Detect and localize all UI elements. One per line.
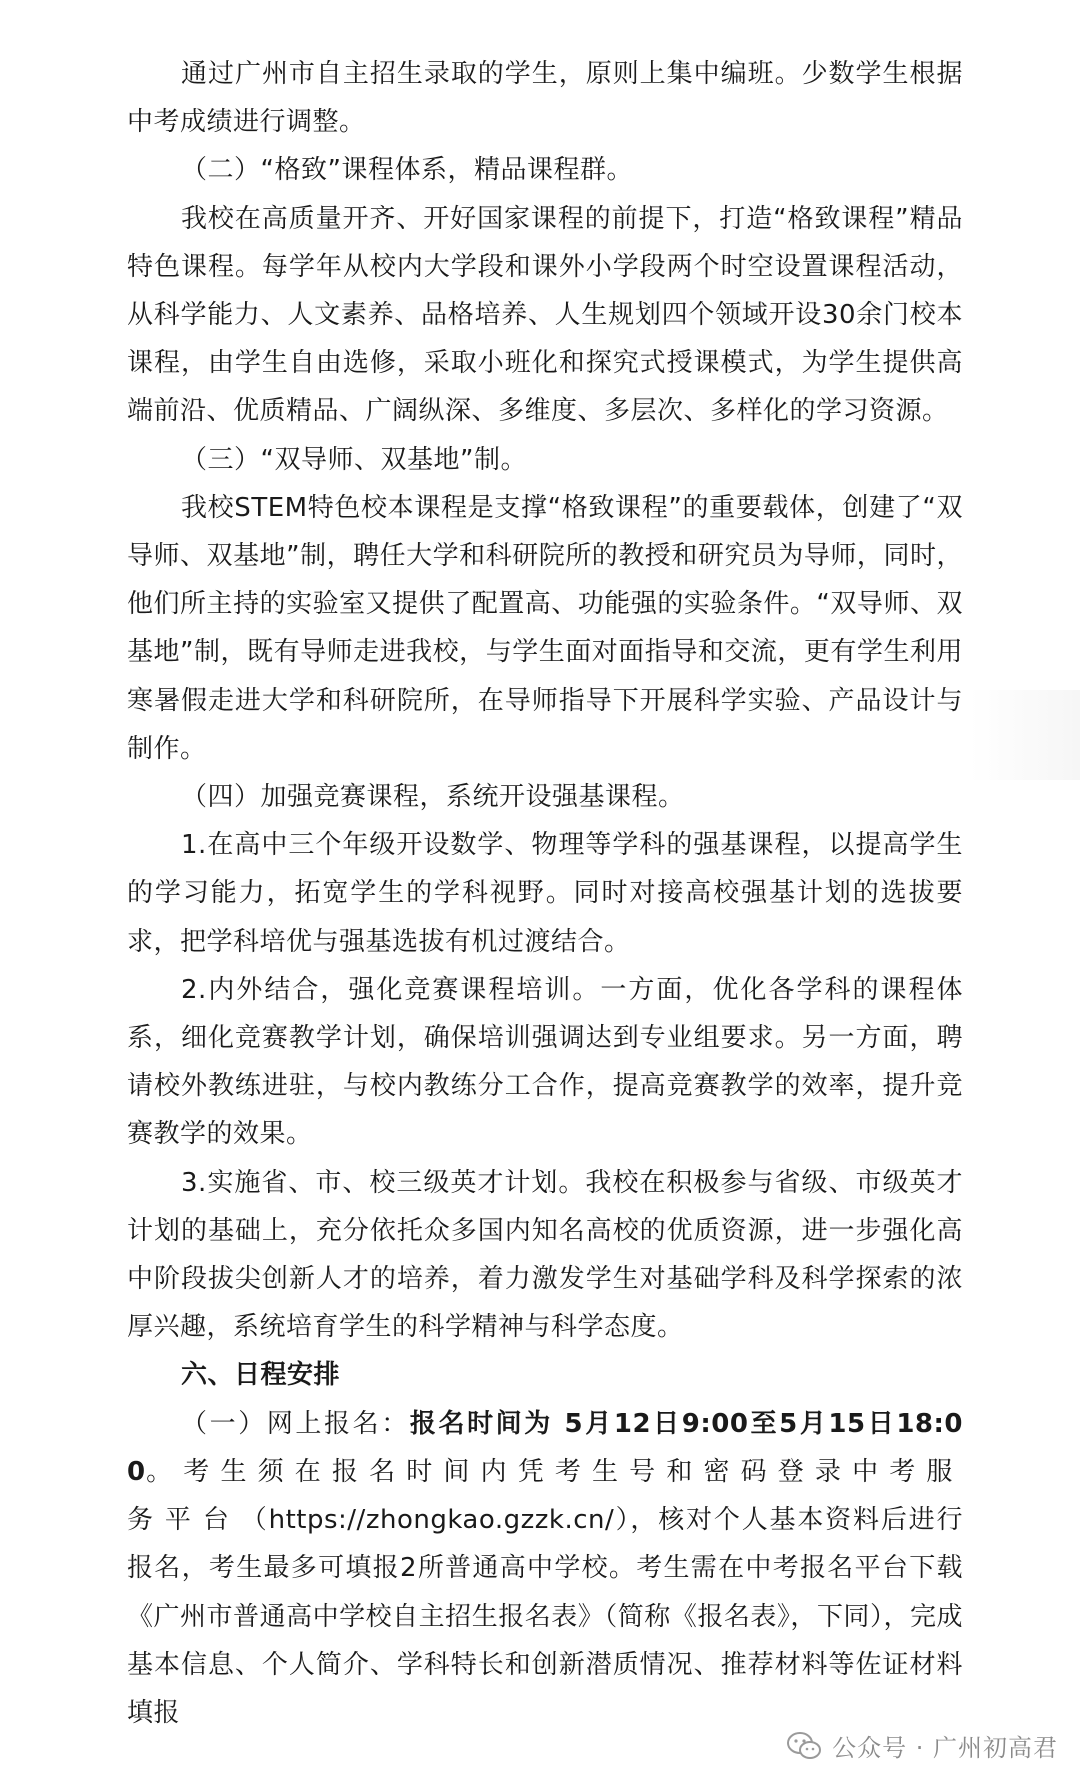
subheading-dual-mentor: （三）“双导师、双基地”制。 <box>181 444 527 475</box>
section-heading-schedule: 六、日程安排 <box>181 1360 341 1391</box>
paragraph-dual-mentor: 我校STEM特色校本课程是支撑“格致课程”的重要载体，创建了“双导师、双基地”制，聘任大学和科研院所的教授和研究员为导师，同时，他们所主持的实验室又提供了配置高、功能强的实验条件。“双导师、双基地”制，既有导师走进我校，与学生面对面指导和交流，更有学生利用寒暑假走进大学和科研院所，在导师指导下开展科学实验、产品设计与制作。 <box>127 492 963 764</box>
document-body <box>127 50 963 1737</box>
paragraph-online-registration <box>127 1400 963 1737</box>
registration-details: （https://zhongkao.gzzk.cn/），核对个人基本资料后进行报名，考生最多可填报2所普通高中学校。考生需在中考报名平台下载《广州市普通高中学校自主招生报名表》（简称《报名表》，下同），完成基本信息、个人简介、学科特长和创新潜质情况、推荐材料等佐证材料填报 <box>127 1505 963 1728</box>
watermark-text: 公众号 · 广州初高君 <box>832 1734 1058 1762</box>
wechat-icon <box>786 1731 822 1761</box>
paragraph-competition-training: 2.内外结合，强化竞赛课程培训。一方面，优化各学科的课程体系，细化竞赛教学计划，确保培训强调达到专业组要求。另一方面，聘请校外教练进驻，与校内教练分工合作，提高竞赛教学的效率，提升竞赛教学的效果。 <box>127 974 963 1150</box>
wechat-watermark <box>786 1728 1058 1763</box>
registration-instruction: 。考生须在报名时间内凭考生号和密码登录中考服务平台 <box>127 1456 963 1536</box>
subheading-gezhi-curriculum: （二）“格致”课程体系，精品课程群。 <box>181 155 633 186</box>
registration-time: 报名时间为 5月12日9:00至5月15日18:00 <box>127 1408 963 1487</box>
subheading-competition-courses: （四）加强竞赛课程，系统开设强基课程。 <box>181 782 685 813</box>
paragraph-talent-program: 3.实施省、市、校三级英才计划。我校在积极参与省级、市级英才计划的基础上，充分依托众多国内知名高校的优质资源，进一步强化高中阶段拔尖创新人才的培养，着力激发学生对基础学科及科学探索的浓厚兴趣，系统培育学生的科学精神与科学态度。 <box>127 1167 963 1343</box>
paragraph-strong-foundation: 1.在高中三个年级开设数学、物理等学科的强基课程，以提高学生的学习能力，拓宽学生的学科视野。同时对接高校强基计划的选拔要求，把学科培优与强基选拔有机过渡结合。 <box>127 830 963 957</box>
paragraph-class-placement: 通过广州市自主招生录取的学生，原则上集中编班。少数学生根据中考成绩进行调整。 <box>127 59 963 138</box>
page-edge-shadow <box>970 690 1080 780</box>
paragraph-gezhi-curriculum: 我校在高质量开齐、开好国家课程的前提下，打造“格致课程”精品特色课程。每学年从校内大学段和课外小学段两个时空设置课程活动，从科学能力、人文素养、品格培养、人生规划四个领域开设30余门校本课程，由学生自由选修，采取小班化和探究式授课模式，为学生提供高端前沿、优质精品、广阔纵深、多维度、多层次、多样化的学习资源。 <box>127 203 963 427</box>
registration-label: （一）网上报名： <box>181 1408 410 1439</box>
